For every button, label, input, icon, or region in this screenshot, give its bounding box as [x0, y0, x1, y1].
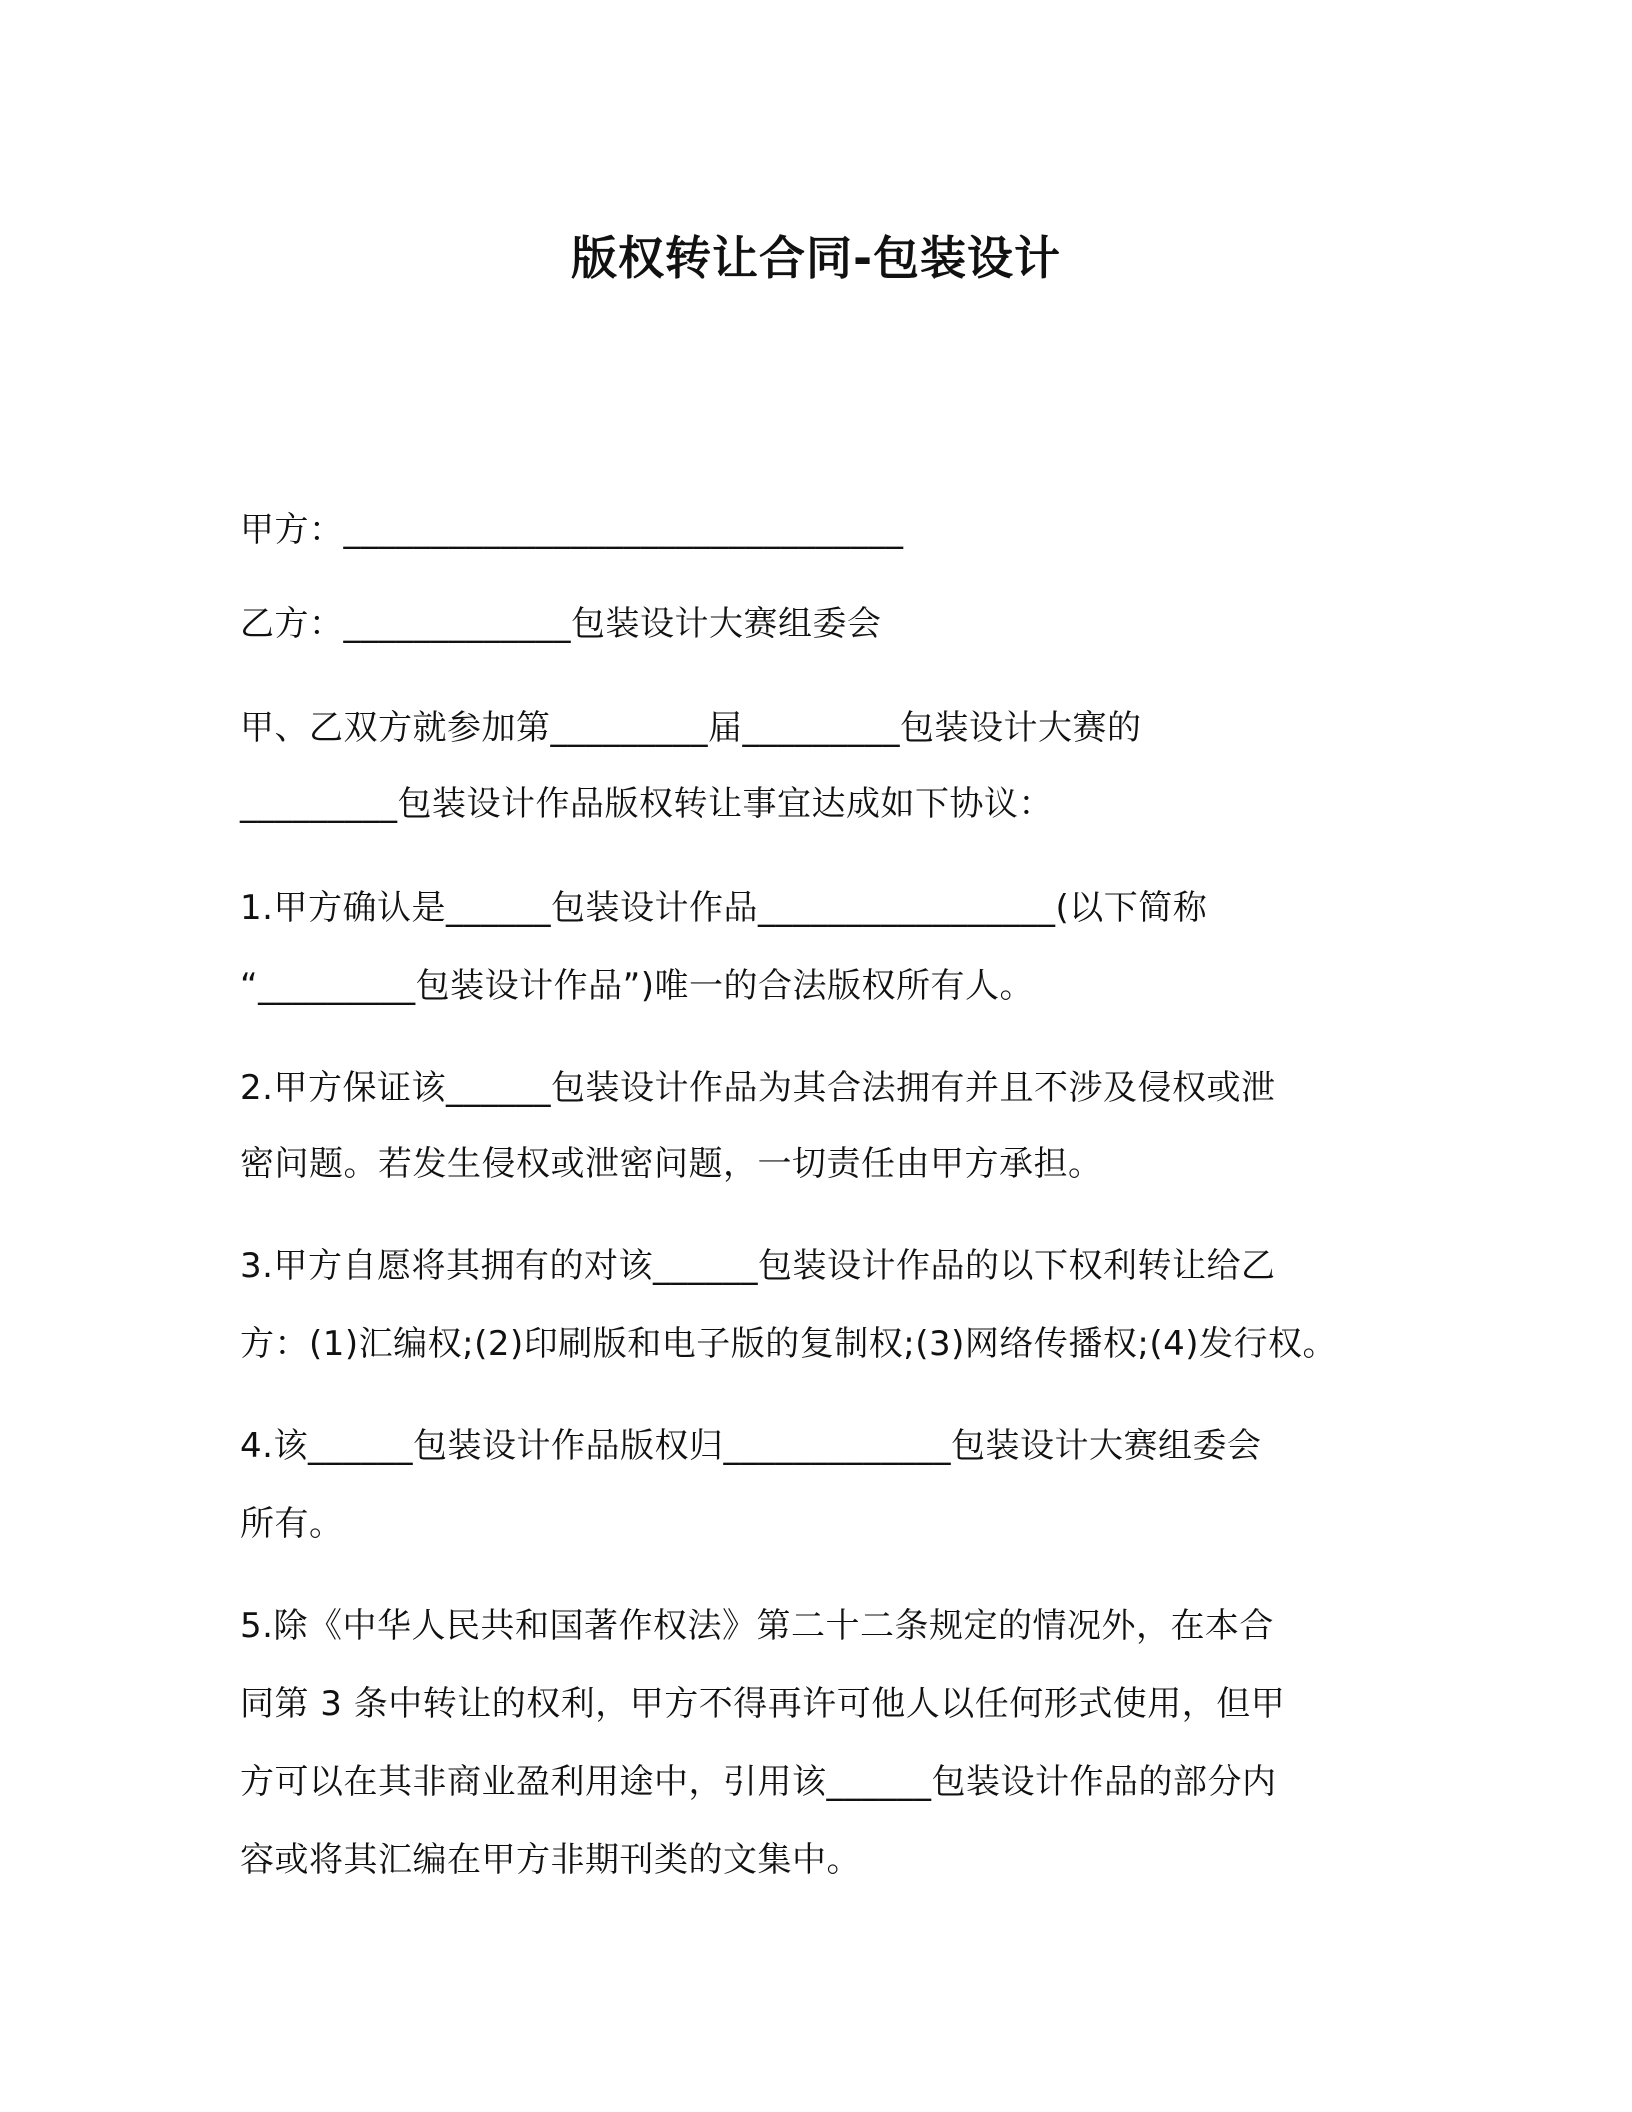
- preamble-line-1: 甲、乙双方就参加第_________届_________包装设计大赛的: [240, 708, 1142, 748]
- clause-2-line-2: 密问题。若发生侵权或泄密问题，一切责任由甲方承担。: [240, 1144, 1103, 1184]
- clause-2-line-1: 2.甲方保证该______包装设计作品为其合法拥有并且不涉及侵权或泄: [240, 1068, 1276, 1108]
- clause-3-line-1: 3.甲方自愿将其拥有的对该______包装设计作品的以下权利转让给乙: [240, 1246, 1276, 1286]
- clause-5-line-1: 5.除《中华人民共和国著作权法》第二十二条规定的情况外，在本合: [240, 1606, 1274, 1646]
- clause-1-line-2: “_________包装设计作品”)唯一的合法版权所有人。: [240, 966, 1034, 1006]
- party-a-line: 甲方：________________________________: [240, 510, 904, 550]
- clause-5-line-4: 容或将其汇编在甲方非期刊类的文集中。: [240, 1840, 861, 1880]
- clause-4-line-1: 4.该______包装设计作品版权归_____________包装设计大赛组委会: [240, 1426, 1262, 1466]
- preamble-line-2: _________包装设计作品版权转让事宜达成如下协议：: [240, 784, 1053, 824]
- clause-3-line-2: 方：(1)汇编权;(2)印刷版和电子版的复制权;(3)网络传播权;(4)发行权。: [240, 1324, 1338, 1364]
- clause-5-line-3: 方可以在其非商业盈利用途中，引用该______包装设计作品的部分内: [240, 1762, 1277, 1802]
- clause-5-line-2: 同第 3 条中转让的权利，甲方不得再许可他人以任何形式使用，但甲: [240, 1684, 1286, 1724]
- document-title: 版权转让合同-包装设计: [570, 231, 1062, 285]
- clause-4-line-2: 所有。: [240, 1504, 344, 1544]
- party-b-line: 乙方：_____________包装设计大赛组委会: [240, 604, 882, 644]
- clause-1-line-1: 1.甲方确认是______包装设计作品_________________(以下简称: [240, 888, 1208, 928]
